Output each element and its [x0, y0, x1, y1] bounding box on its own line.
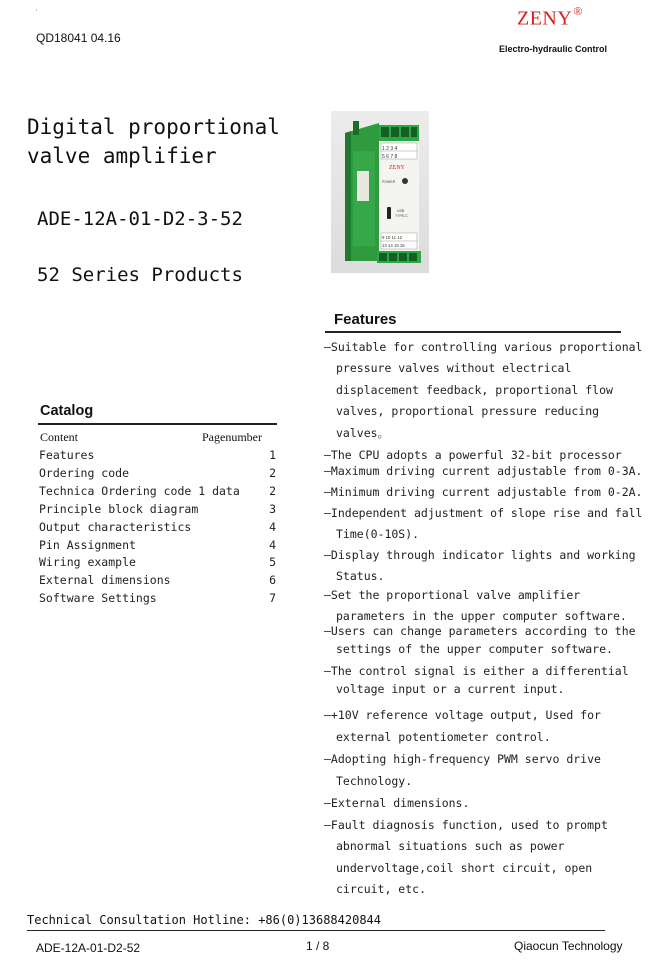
catalog-heading: Catalog	[40, 403, 94, 419]
catalog-column-content: Content	[40, 430, 78, 444]
catalog-row-page: 1	[269, 448, 276, 462]
svg-text:ZENY: ZENY	[389, 165, 405, 171]
features-heading: Features	[334, 311, 397, 328]
feature-line: —+10V reference voltage output, Used for	[324, 708, 601, 722]
feature-line: —Fault diagnosis function, used to prompt	[324, 818, 608, 832]
catalog-row-title: External dimensions	[39, 573, 171, 588]
feature-line: circuit, etc.	[336, 881, 427, 896]
feature-line: Status.	[336, 569, 385, 583]
product-title	[27, 113, 317, 171]
feature-line: —Suitable for controlling various proportional	[324, 340, 643, 354]
svg-text:13 14 15 16: 13 14 15 16	[382, 243, 405, 248]
catalog-row-page: 2	[269, 465, 276, 480]
catalog-row-title: Features	[39, 448, 95, 462]
registered-mark: ®	[573, 4, 583, 18]
product-title-line-2: valve amplifier	[27, 144, 217, 168]
feature-line: —Display through indicator lights and working	[324, 548, 636, 562]
feature-line: —Maximum driving current adjustable from 0-3A.	[324, 464, 643, 478]
catalog-row-title: Principle block diagram	[39, 501, 199, 516]
feature-line: —The CPU adopts a powerful 32-bit processor	[324, 448, 622, 462]
feature-line: Technology.	[336, 774, 413, 788]
product-photo	[331, 111, 429, 273]
feature-line: undervoltage,coil short circuit, open	[336, 860, 593, 875]
feature-line: —Set the proportional valve amplifier	[324, 588, 581, 602]
catalog-row-page: 5	[269, 555, 276, 570]
feature-line: —Users can change parameters according to the	[324, 624, 636, 638]
feature-line: parameters in the upper computer software.	[336, 609, 627, 623]
feature-line: valves, proportional pressure reducing	[336, 403, 600, 418]
hotline-text: Technical Consultation Hotline: +86(0)13688420844	[27, 913, 382, 927]
feature-line: Time(0-10S).	[336, 527, 420, 542]
footer-page-number: 1 / 8	[306, 939, 330, 953]
catalog-row-title: Output characteristics	[39, 519, 192, 534]
catalog-row-title: Technica Ordering code 1 data	[39, 483, 240, 498]
brand-logo	[517, 6, 583, 31]
feature-line: voltage input or a current input.	[336, 682, 565, 696]
feature-line: valves。	[336, 426, 390, 441]
catalog-row-page: 7	[269, 591, 276, 606]
document-code: QD18041 04.16	[36, 31, 121, 45]
svg-text:USB: USB	[397, 209, 405, 213]
catalog-row[interactable]	[39, 448, 277, 466]
footer-doc-ref: ADE-12A-01-D2-52	[36, 941, 141, 955]
series-label: 52 Series Products	[37, 264, 243, 286]
catalog-row[interactable]	[39, 573, 277, 591]
catalog-row[interactable]	[39, 538, 277, 556]
model-number: ADE-12A-01-D2-3-52	[37, 208, 243, 230]
footer-company: Qiaocun Technology	[514, 939, 623, 953]
feature-line: displacement feedback, proportional flow	[336, 382, 613, 397]
catalog-row[interactable]	[39, 520, 277, 538]
footer-divider	[27, 930, 605, 931]
svg-text:5 6 7 8: 5 6 7 8	[382, 154, 398, 160]
feature-line: —Independent adjustment of slope rise and fall	[324, 506, 643, 520]
feature-line: —Adopting high-frequency PWM servo drive	[324, 752, 601, 766]
svg-text:POWER: POWER	[382, 180, 396, 184]
catalog-row[interactable]	[39, 591, 277, 609]
catalog-row-title: Pin Assignment	[39, 537, 136, 552]
catalog-row-title: Wiring example	[39, 555, 136, 570]
brand-subtitle: Electro-hydraulic Control	[499, 44, 608, 54]
svg-text:TYPE-C: TYPE-C	[395, 214, 408, 218]
feature-line: settings of the upper computer software.	[336, 642, 613, 656]
catalog-row-title: Ordering code	[39, 465, 130, 480]
catalog-row-page: 6	[269, 573, 276, 588]
header-dot: '	[36, 10, 38, 16]
catalog-row-page: 4	[269, 537, 276, 552]
product-title-line-1: Digital proportional	[27, 115, 280, 139]
catalog-row-title: Software Settings	[39, 591, 157, 606]
catalog-row[interactable]	[39, 466, 277, 484]
feature-line: abnormal situations such as power	[336, 839, 565, 854]
catalog-column-page: Pagenumber	[202, 430, 262, 444]
catalog-row[interactable]	[39, 555, 277, 573]
brand-name: ZENY	[517, 7, 573, 30]
svg-text:9 10 11 12: 9 10 11 12	[382, 235, 402, 240]
product-illustration	[331, 111, 429, 273]
feature-line: —Minimum driving current adjustable from 0-2A.	[324, 485, 643, 499]
svg-text:1 2 3 4: 1 2 3 4	[382, 146, 398, 152]
catalog-row-page: 3	[269, 501, 276, 516]
catalog-divider	[38, 423, 277, 425]
feature-line: —The control signal is either a differential	[324, 664, 629, 678]
features-divider	[325, 331, 621, 333]
catalog-row[interactable]	[39, 484, 277, 502]
feature-line: pressure valves without electrical	[336, 361, 572, 376]
feature-line: external potentiometer control.	[336, 730, 551, 744]
catalog-row-page: 2	[269, 483, 276, 498]
catalog-row[interactable]	[39, 502, 277, 520]
feature-line: —External dimensions.	[324, 796, 470, 810]
catalog-row-page: 4	[269, 519, 276, 534]
